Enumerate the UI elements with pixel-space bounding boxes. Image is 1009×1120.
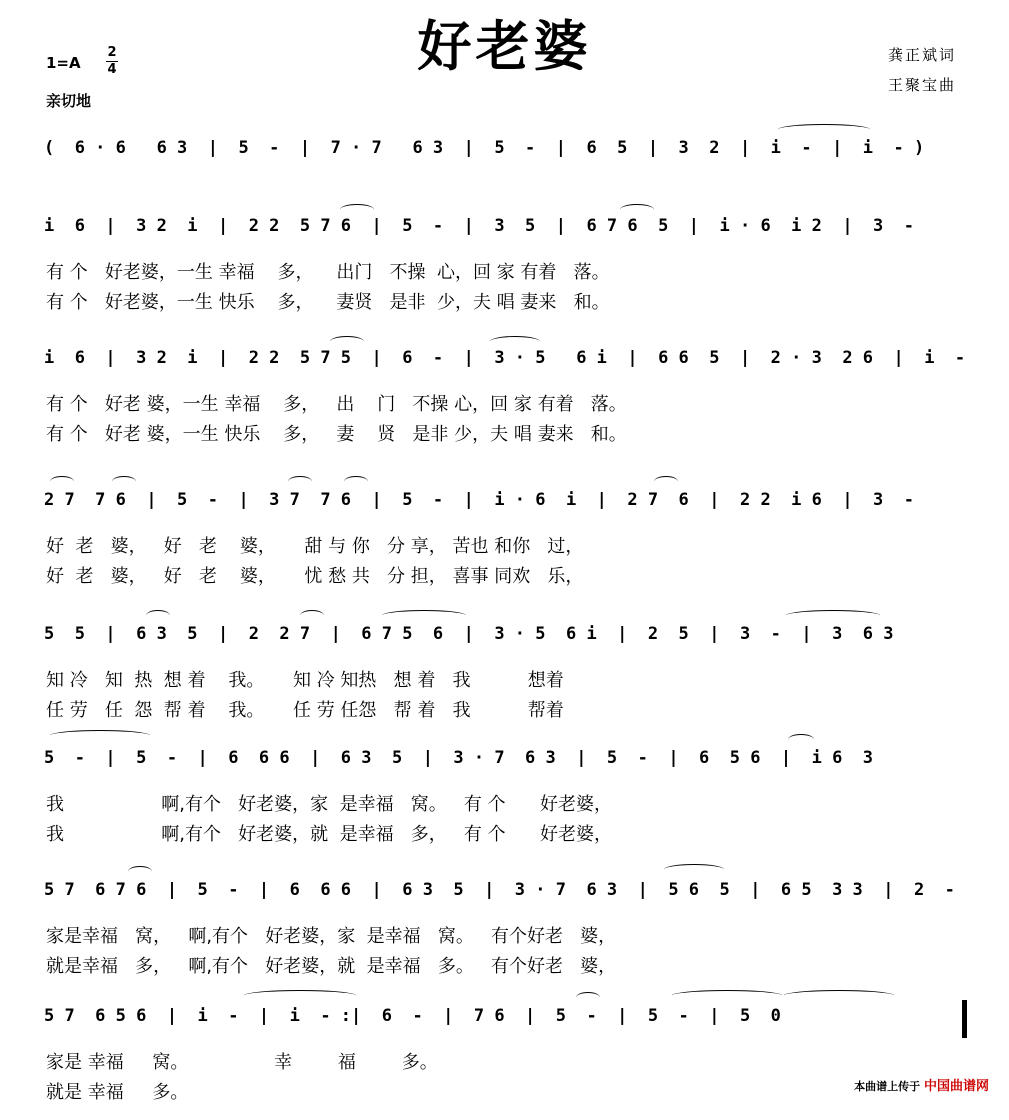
score-row-2 [0, 210, 1009, 330]
slur [382, 610, 466, 621]
notation-line [0, 210, 1009, 244]
score-row-7 [0, 874, 1009, 994]
slur [778, 124, 870, 135]
slur [344, 476, 368, 487]
final-barline [962, 1000, 967, 1038]
lyricist-credit: 龚正斌词 [888, 46, 957, 64]
lyric-verse-2: 好 老 婆， 好 老 婆， 忧 愁 共 分 担， 喜事 同欢 乐， [46, 566, 584, 587]
score-row-4 [0, 484, 1009, 604]
lyric-verse-1: 好 老 婆， 好 老 婆， 甜 与 你 分 享， 苦也 和你 过， [46, 536, 584, 557]
score-row-6 [0, 742, 1009, 862]
slur [784, 990, 894, 1001]
slur [620, 204, 654, 215]
composer-credit: 王聚宝曲 [888, 76, 957, 94]
slur [672, 990, 782, 1001]
slur [244, 990, 356, 1001]
notes: 5 5 | 6 3 5 | 2 2 7 | 6 7 5 6 | 3 · 5 6 i | 2 5 | 3 - | 3 6 3 [44, 624, 894, 644]
slur [490, 336, 540, 347]
score-row-3 [0, 342, 1009, 462]
notation-line [0, 742, 1009, 776]
score-row-5 [0, 618, 1009, 738]
slur [330, 336, 364, 347]
lyric-verse-2: 有 个 好老 婆，一生 快乐 多， 妻 贤 是非 少，夫 唱 妻来 和。 [46, 424, 627, 445]
notation-line [0, 1000, 1009, 1034]
lyric-verse-1: 有 个 好老婆，一生 幸福 多， 出门 不操 心，回 家 有着 落。 [46, 262, 610, 283]
slur [288, 476, 312, 487]
lyric-verse-1: 知 冷 知 热 想 着 我。 知 冷 知热 想 着 我 想着 [46, 670, 564, 691]
time-signature [106, 46, 118, 77]
lyric-verse-1: 家是幸福 窝， 啊,有个 好老婆，家 是幸福 窝。 有个好老 婆， [46, 926, 617, 947]
upload-text: 本曲谱上传于 [854, 1080, 921, 1093]
slur [576, 992, 600, 1003]
lyric-verse-2: 就是 幸福 多。 [46, 1082, 189, 1103]
notes: 5 7 6 7 6 | 5 - | 6 6 6 | 6 3 5 | 3 · 7 6 3 | 5 6 5 | 6 5 3 3 | 2 - [44, 880, 955, 900]
lyric-verse-1: 家是 幸福 窝。 幸 福 多。 [46, 1052, 438, 1073]
slur [112, 476, 136, 487]
slur [654, 476, 678, 487]
notes: ( 6 · 6 6 3 | 5 - | 7 · 7 6 3 | 5 - | 6 5 | 3 2 | i - | i - ) [44, 138, 925, 158]
slur [50, 476, 74, 487]
slur [128, 866, 152, 877]
lyric-verse-2: 就是幸福 多， 啊,有个 好老婆，就 是幸福 多。 有个好老 婆， [46, 956, 617, 977]
lyric-verse-2: 有 个 好老婆，一生 快乐 多， 妻贤 是非 少，夫 唱 妻来 和。 [46, 292, 610, 313]
site-logo: 中国曲谱网 [923, 1079, 989, 1094]
time-signature-top: 2 [107, 45, 117, 60]
score-row-8 [0, 1000, 1009, 1120]
notation-line [0, 618, 1009, 652]
notation-line [0, 342, 1009, 376]
notes: i 6 | 3 2 i | 2 2 5 7 6 | 5 - | 3 5 | 6 7 6 5 | i · 6 i 2 | 3 - [44, 216, 914, 236]
tempo-marking: 亲切地 [46, 92, 92, 110]
notes: 2 7 7 6 | 5 - | 3 7 7 6 | 5 - | i · 6 i | 2 7 6 | 2 2 i 6 | 3 - [44, 490, 914, 510]
slur [340, 204, 374, 215]
notation-line [0, 874, 1009, 908]
lyric-verse-2: 任 劳 任 怨 帮 着 我。 任 劳 任怨 帮 着 我 帮着 [46, 700, 564, 721]
lyric-verse-1: 有 个 好老 婆，一生 幸福 多， 出 门 不操 心，回 家 有着 落。 [46, 394, 627, 415]
notes: 5 7 6 5 6 | i - | i - :| 6 - | 7 6 | 5 - | 5 - | 5 0 [44, 1006, 781, 1026]
notation-line [0, 484, 1009, 518]
slur [146, 610, 170, 621]
notes: 5 - | 5 - | 6 6 6 | 6 3 5 | 3 · 7 6 3 | 5 - | 6 5 6 | i 6 3 [44, 748, 874, 768]
notation-line [0, 132, 1009, 166]
slur [788, 734, 814, 745]
slur [300, 610, 324, 621]
lyric-verse-1: 我 啊,有个 好老婆，家 是幸福 窝。 有 个 好老婆， [46, 794, 612, 815]
lyric-verse-2: 我 啊,有个 好老婆，就 是幸福 多， 有 个 好老婆， [46, 824, 612, 845]
key-signature: 1=A [46, 54, 81, 72]
slur [786, 610, 880, 621]
upload-credit [854, 1075, 989, 1094]
time-signature-bottom: 4 [107, 62, 117, 77]
slur [50, 730, 150, 741]
notes: i 6 | 3 2 i | 2 2 5 7 5 | 6 - | 3 · 5 6 i | 6 6 5 | 2 · 3 2 6 | i - [44, 348, 966, 368]
slur [664, 864, 724, 875]
song-title: 好老婆 [417, 15, 592, 78]
